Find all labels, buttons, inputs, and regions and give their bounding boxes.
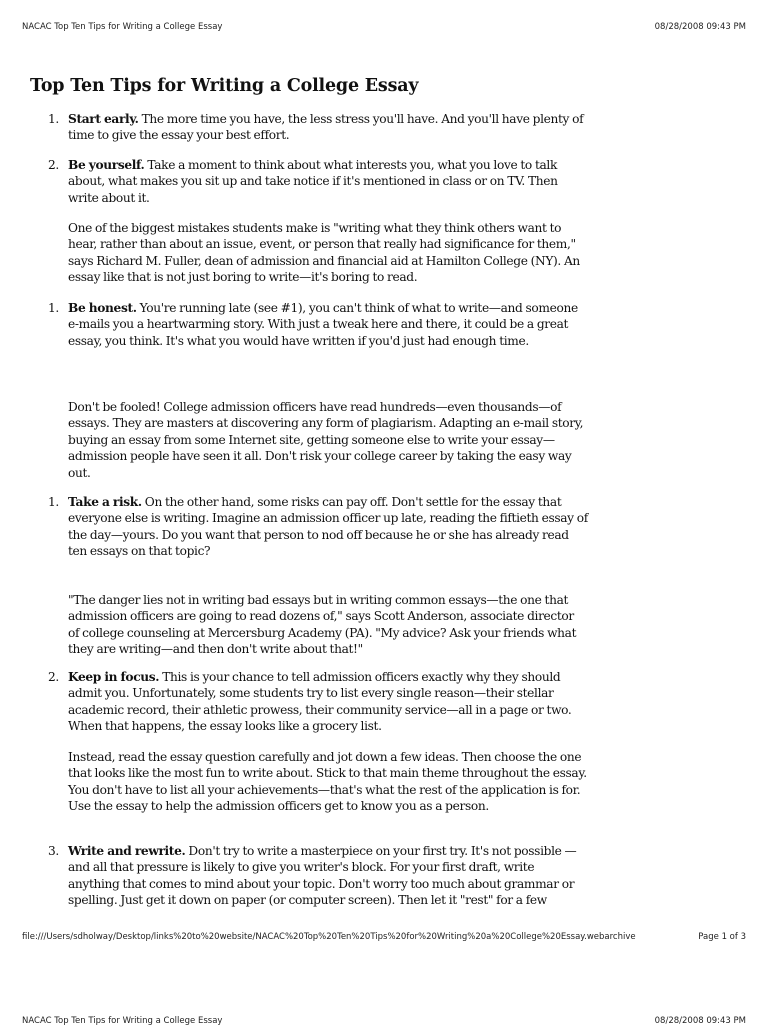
tip-text: This is your chance to tell admission officers exactly why they should admit you. Unfortunately, some students try to list every single reason—their stellar academic record, their athletic prowess, their community service—all in a page or two. When that happens, the essay looks like a grocery list. (68, 670, 572, 734)
body-paragraph (68, 592, 588, 658)
list-number: 3. (48, 844, 59, 858)
print-header (22, 22, 746, 32)
tip-text: Don't try to write a masterpiece on your first try. It's not possible —and all that pressure is likely to give you writer's block. For your first draft, write anything that comes to mind about your topic. Don't worry too much about grammar or spelling. Just get it down on paper (or computer screen). Then let it "rest" for a few (68, 844, 577, 908)
footer-file-path: file:///Users/sdholway/Desktop/links%20to%20website/NACAC%20Top%20Ten%20Tips%20for%20Writing%20a%20College%20Essay.webarchive (22, 932, 636, 942)
list-number: 1. (48, 112, 59, 126)
list-number: 1. (48, 495, 59, 509)
tip-be-honest (48, 300, 588, 349)
tip-text: You're running late (see #1), you can't think of what to write—and someone e-mails you a heartwarming story. With just a tweak here and there, it could be a great essay, you think. It's what you would have written if you'd just had enough time. (68, 301, 578, 348)
list-number: 1. (48, 301, 59, 315)
header-datetime: 08/28/2008 09:43 PM (654, 22, 746, 32)
next-header-page-title: NACAC Top Ten Tips for Writing a College Essay (22, 1016, 223, 1026)
paragraph-text: Don't be fooled! College admission officers have read hundreds—even thousands—of essays. They are masters at discovering any form of plagiarism. Adapting an e-mail story, buying an essay from some Internet site, getting someone else to write your essay—admission people have seen it all. Don't risk your college career by taking the easy way out. (68, 400, 584, 480)
paragraph-text: "The danger lies not in writing bad essays but in writing common essays—the one that admission officers are going to read dozens of," says Scott Anderson, associate director of college counseling at Mercersburg Academy (PA). "My advice? Ask your friends what they are writing—and then don't write about that!" (68, 593, 577, 657)
document-title: Top Ten Tips for Writing a College Essay (30, 76, 419, 96)
tip-lead: Take a risk. (68, 495, 142, 509)
paragraph-text: One of the biggest mistakes students make is "writing what they think others want to hear, rather than about an issue, event, or person that really had significance for them," says Richard M. Fuller, dean of admission and financial aid at Hamilton College (NY). An essay like that is not just boring to write—it's boring to read. (68, 221, 580, 285)
list-number: 2. (48, 158, 59, 172)
print-footer (22, 932, 746, 942)
body-paragraph (68, 220, 588, 286)
tip-text: On the other hand, some risks can pay off. Don't settle for the essay that everyone else is writing. Imagine an admission officer up late, reading the fiftieth essay of the day—yours. Do you want that person to nod off because he or she has already read ten essays on that topic? (68, 495, 588, 559)
tip-text: Take a moment to think about what interests you, what you love to talk about, what makes you sit up and take notice if it's mentioned in class or on TV. Then write about it. (68, 158, 558, 205)
body-paragraph (68, 399, 588, 481)
next-page-header (22, 1016, 746, 1026)
list-number: 2. (48, 670, 59, 684)
tip-write-and-rewrite (48, 843, 588, 909)
tip-take-a-risk (48, 494, 588, 560)
tip-text: The more time you have, the less stress you'll have. And you'll have plenty of time to give the essay your best effort. (68, 112, 584, 143)
tip-start-early (48, 111, 588, 144)
tip-lead: Be honest. (68, 301, 137, 315)
tip-lead: Be yourself. (68, 158, 145, 172)
tip-lead: Write and rewrite. (68, 844, 186, 858)
next-header-datetime: 08/28/2008 09:43 PM (654, 1016, 746, 1026)
tip-keep-in-focus (48, 669, 588, 735)
tip-be-yourself (48, 157, 588, 206)
paragraph-text: Instead, read the essay question carefully and jot down a few ideas. Then choose the one that looks like the most fun to write about. Stick to that main theme throughout the essay. You don't have to list all your achievements—that's what the rest of the application is for. Use the essay to help the admission officers get to know you as a person. (68, 750, 587, 814)
header-page-title: NACAC Top Ten Tips for Writing a College Essay (22, 22, 223, 32)
body-paragraph (68, 749, 588, 815)
tip-lead: Keep in focus. (68, 670, 160, 684)
tip-lead: Start early. (68, 112, 139, 126)
footer-page-indicator: Page 1 of 3 (698, 932, 746, 942)
